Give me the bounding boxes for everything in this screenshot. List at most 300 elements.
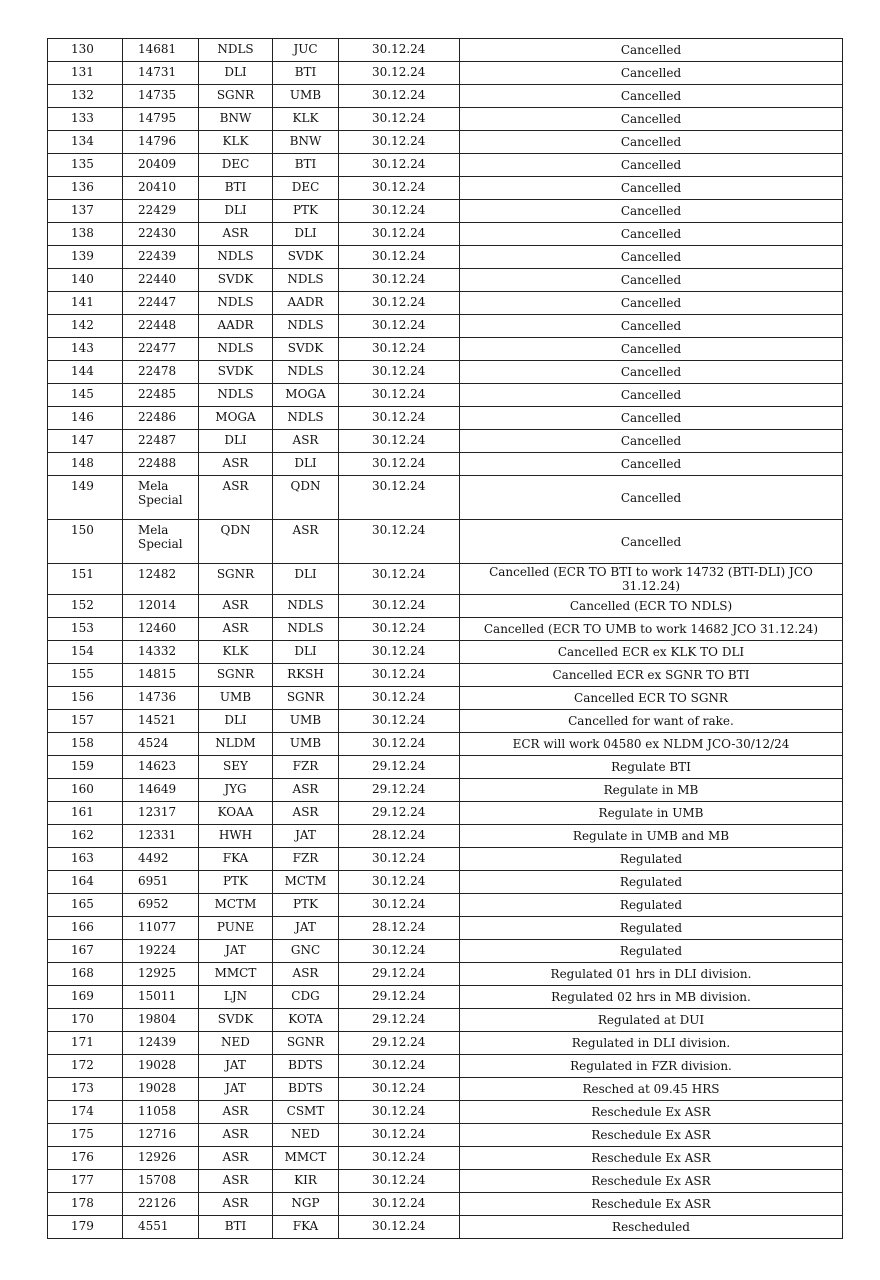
remarks-cell: Reschedule Ex ASR	[460, 1123, 843, 1146]
from-station-cell: PTK	[199, 870, 273, 893]
serial-number-cell: 136	[48, 177, 123, 200]
date-cell: 30.12.24	[339, 686, 460, 709]
date-cell: 30.12.24	[339, 1169, 460, 1192]
table-row	[48, 709, 843, 732]
train-number-cell: 12460	[123, 617, 199, 640]
to-station-cell: DLI	[273, 564, 339, 595]
to-station-cell: JAT	[273, 916, 339, 939]
from-station-cell: NDLS	[199, 246, 273, 269]
serial-number-cell: 150	[48, 520, 123, 564]
train-number-cell: 22478	[123, 361, 199, 384]
serial-number-cell: 169	[48, 985, 123, 1008]
date-cell: 30.12.24	[339, 85, 460, 108]
train-number-cell: 4492	[123, 847, 199, 870]
train-number-cell: 20409	[123, 154, 199, 177]
train-number-cell: 19028	[123, 1054, 199, 1077]
table-row	[48, 870, 843, 893]
from-station-cell: SVDK	[199, 1008, 273, 1031]
remarks-cell: Cancelled	[460, 62, 843, 85]
from-station-cell: BTI	[199, 1215, 273, 1238]
serial-number-cell: 161	[48, 801, 123, 824]
train-number-cell: 12331	[123, 824, 199, 847]
from-station-cell: JAT	[199, 1054, 273, 1077]
date-cell: 30.12.24	[339, 847, 460, 870]
train-number-cell: 22429	[123, 200, 199, 223]
from-station-cell: DLI	[199, 200, 273, 223]
remarks-cell: Cancelled (ECR TO UMB to work 14682 JCO 31.12.24)	[460, 617, 843, 640]
remarks-cell: Cancelled	[460, 361, 843, 384]
to-station-cell: ASR	[273, 430, 339, 453]
serial-number-cell: 147	[48, 430, 123, 453]
table-row	[48, 361, 843, 384]
remarks-cell: Cancelled	[460, 177, 843, 200]
date-cell: 30.12.24	[339, 108, 460, 131]
to-station-cell: NDLS	[273, 315, 339, 338]
from-station-cell: DLI	[199, 62, 273, 85]
table-row	[48, 1008, 843, 1031]
remarks-cell: Reschedule Ex ASR	[460, 1192, 843, 1215]
remarks-cell: Regulated	[460, 893, 843, 916]
train-number-cell: Mela Special	[123, 520, 199, 564]
date-cell: 30.12.24	[339, 520, 460, 564]
train-number-cell: 14795	[123, 108, 199, 131]
serial-number-cell: 158	[48, 732, 123, 755]
table-row	[48, 732, 843, 755]
train-number-cell: 14623	[123, 755, 199, 778]
remarks-cell: Reschedule Ex ASR	[460, 1100, 843, 1123]
remarks-cell: Regulate in MB	[460, 778, 843, 801]
table-row	[48, 847, 843, 870]
date-cell: 30.12.24	[339, 200, 460, 223]
serial-number-cell: 140	[48, 269, 123, 292]
serial-number-cell: 149	[48, 476, 123, 520]
remarks-cell: Cancelled	[460, 384, 843, 407]
serial-number-cell: 134	[48, 131, 123, 154]
table-row	[48, 520, 843, 564]
table-body	[48, 39, 843, 1239]
serial-number-cell: 142	[48, 315, 123, 338]
remarks-cell: Resched at 09.45 HRS	[460, 1077, 843, 1100]
to-station-cell: NDLS	[273, 269, 339, 292]
table-row	[48, 916, 843, 939]
from-station-cell: KOAA	[199, 801, 273, 824]
to-station-cell: ASR	[273, 520, 339, 564]
from-station-cell: UMB	[199, 686, 273, 709]
serial-number-cell: 155	[48, 663, 123, 686]
to-station-cell: DLI	[273, 640, 339, 663]
table-row	[48, 594, 843, 617]
from-station-cell: JAT	[199, 1077, 273, 1100]
to-station-cell: FZR	[273, 755, 339, 778]
serial-number-cell: 162	[48, 824, 123, 847]
train-number-cell: 22430	[123, 223, 199, 246]
train-number-cell: 14649	[123, 778, 199, 801]
serial-number-cell: 167	[48, 939, 123, 962]
remarks-cell: Regulated 01 hrs in DLI division.	[460, 962, 843, 985]
to-station-cell: MOGA	[273, 384, 339, 407]
remarks-cell: Reschedule Ex ASR	[460, 1146, 843, 1169]
to-station-cell: ASR	[273, 801, 339, 824]
to-station-cell: SVDK	[273, 246, 339, 269]
from-station-cell: ASR	[199, 1146, 273, 1169]
train-number-cell: 22477	[123, 338, 199, 361]
table-row	[48, 755, 843, 778]
from-station-cell: AADR	[199, 315, 273, 338]
from-station-cell: KLK	[199, 640, 273, 663]
table-row	[48, 384, 843, 407]
train-number-cell: 11058	[123, 1100, 199, 1123]
train-number-cell: 19804	[123, 1008, 199, 1031]
train-number-cell: 12716	[123, 1123, 199, 1146]
to-station-cell: ASR	[273, 778, 339, 801]
serial-number-cell: 160	[48, 778, 123, 801]
train-number-cell: 22448	[123, 315, 199, 338]
train-number-cell: 14521	[123, 709, 199, 732]
serial-number-cell: 151	[48, 564, 123, 595]
from-station-cell: PUNE	[199, 916, 273, 939]
remarks-cell: Cancelled	[460, 269, 843, 292]
table-row	[48, 1146, 843, 1169]
remarks-cell: Cancelled (ECR TO BTI to work 14732 (BTI-DLI) JCO 31.12.24)	[460, 564, 843, 595]
table-row	[48, 1123, 843, 1146]
from-station-cell: HWH	[199, 824, 273, 847]
table-row	[48, 108, 843, 131]
train-number-cell: 12317	[123, 801, 199, 824]
train-number-cell: 15708	[123, 1169, 199, 1192]
from-station-cell: MCTM	[199, 893, 273, 916]
remarks-cell: Cancelled ECR ex SGNR TO BTI	[460, 663, 843, 686]
date-cell: 29.12.24	[339, 801, 460, 824]
date-cell: 30.12.24	[339, 131, 460, 154]
train-number-cell: 19028	[123, 1077, 199, 1100]
date-cell: 30.12.24	[339, 939, 460, 962]
train-number-cell: 14731	[123, 62, 199, 85]
to-station-cell: SGNR	[273, 1031, 339, 1054]
serial-number-cell: 146	[48, 407, 123, 430]
to-station-cell: JAT	[273, 824, 339, 847]
from-station-cell: SVDK	[199, 361, 273, 384]
serial-number-cell: 173	[48, 1077, 123, 1100]
remarks-cell: Cancelled (ECR TO NDLS)	[460, 594, 843, 617]
date-cell: 30.12.24	[339, 338, 460, 361]
remarks-cell: Reschedule Ex ASR	[460, 1169, 843, 1192]
date-cell: 30.12.24	[339, 430, 460, 453]
from-station-cell: JAT	[199, 939, 273, 962]
date-cell: 30.12.24	[339, 1146, 460, 1169]
date-cell: 30.12.24	[339, 709, 460, 732]
from-station-cell: ASR	[199, 1100, 273, 1123]
train-number-cell: 6952	[123, 893, 199, 916]
serial-number-cell: 164	[48, 870, 123, 893]
train-number-cell: 19224	[123, 939, 199, 962]
from-station-cell: ASR	[199, 617, 273, 640]
remarks-cell: Cancelled	[460, 85, 843, 108]
table-row	[48, 1054, 843, 1077]
remarks-cell: Regulated in FZR division.	[460, 1054, 843, 1077]
train-number-cell: 22447	[123, 292, 199, 315]
serial-number-cell: 141	[48, 292, 123, 315]
table-row	[48, 223, 843, 246]
to-station-cell: NDLS	[273, 617, 339, 640]
date-cell: 30.12.24	[339, 594, 460, 617]
serial-number-cell: 137	[48, 200, 123, 223]
table-row	[48, 801, 843, 824]
date-cell: 30.12.24	[339, 640, 460, 663]
serial-number-cell: 175	[48, 1123, 123, 1146]
table-row	[48, 778, 843, 801]
from-station-cell: NDLS	[199, 338, 273, 361]
serial-number-cell: 172	[48, 1054, 123, 1077]
to-station-cell: NDLS	[273, 407, 339, 430]
from-station-cell: ASR	[199, 453, 273, 476]
to-station-cell: PTK	[273, 200, 339, 223]
train-number-cell: 22439	[123, 246, 199, 269]
train-number-cell: 6951	[123, 870, 199, 893]
to-station-cell: MMCT	[273, 1146, 339, 1169]
serial-number-cell: 171	[48, 1031, 123, 1054]
date-cell: 29.12.24	[339, 1008, 460, 1031]
train-number-cell: Mela Special	[123, 476, 199, 520]
serial-number-cell: 144	[48, 361, 123, 384]
date-cell: 29.12.24	[339, 1031, 460, 1054]
date-cell: 30.12.24	[339, 1215, 460, 1238]
from-station-cell: MOGA	[199, 407, 273, 430]
to-station-cell: KIR	[273, 1169, 339, 1192]
from-station-cell: JYG	[199, 778, 273, 801]
remarks-cell: Cancelled	[460, 520, 843, 564]
serial-number-cell: 157	[48, 709, 123, 732]
table-row	[48, 1192, 843, 1215]
to-station-cell: BDTS	[273, 1054, 339, 1077]
serial-number-cell: 133	[48, 108, 123, 131]
from-station-cell: MMCT	[199, 962, 273, 985]
date-cell: 30.12.24	[339, 617, 460, 640]
table-row	[48, 39, 843, 62]
date-cell: 30.12.24	[339, 1077, 460, 1100]
from-station-cell: ASR	[199, 223, 273, 246]
train-number-cell: 12482	[123, 564, 199, 595]
train-status-table	[47, 38, 843, 1239]
serial-number-cell: 159	[48, 755, 123, 778]
serial-number-cell: 178	[48, 1192, 123, 1215]
remarks-cell: Regulated at DUI	[460, 1008, 843, 1031]
date-cell: 30.12.24	[339, 315, 460, 338]
serial-number-cell: 170	[48, 1008, 123, 1031]
serial-number-cell: 166	[48, 916, 123, 939]
from-station-cell: SVDK	[199, 269, 273, 292]
train-number-cell: 14815	[123, 663, 199, 686]
table-row	[48, 177, 843, 200]
date-cell: 30.12.24	[339, 384, 460, 407]
date-cell: 30.12.24	[339, 893, 460, 916]
remarks-cell: Cancelled	[460, 223, 843, 246]
date-cell: 30.12.24	[339, 453, 460, 476]
remarks-cell: Regulated	[460, 847, 843, 870]
serial-number-cell: 143	[48, 338, 123, 361]
date-cell: 30.12.24	[339, 223, 460, 246]
table-row	[48, 1100, 843, 1123]
date-cell: 30.12.24	[339, 1100, 460, 1123]
table-row	[48, 985, 843, 1008]
from-station-cell: BNW	[199, 108, 273, 131]
table-row	[48, 686, 843, 709]
train-number-cell: 22126	[123, 1192, 199, 1215]
train-number-cell: 14796	[123, 131, 199, 154]
serial-number-cell: 179	[48, 1215, 123, 1238]
remarks-cell: Cancelled	[460, 407, 843, 430]
date-cell: 30.12.24	[339, 154, 460, 177]
table-row	[48, 1031, 843, 1054]
serial-number-cell: 130	[48, 39, 123, 62]
from-station-cell: KLK	[199, 131, 273, 154]
table-row	[48, 246, 843, 269]
table-row	[48, 564, 843, 595]
from-station-cell: SEY	[199, 755, 273, 778]
date-cell: 30.12.24	[339, 292, 460, 315]
to-station-cell: UMB	[273, 732, 339, 755]
train-number-cell: 20410	[123, 177, 199, 200]
remarks-cell: Cancelled	[460, 338, 843, 361]
table-row	[48, 617, 843, 640]
table-row	[48, 1077, 843, 1100]
to-station-cell: PTK	[273, 893, 339, 916]
date-cell: 30.12.24	[339, 564, 460, 595]
serial-number-cell: 139	[48, 246, 123, 269]
table-row	[48, 893, 843, 916]
remarks-cell: Regulate BTI	[460, 755, 843, 778]
train-number-cell: 4524	[123, 732, 199, 755]
remarks-cell: Cancelled ECR TO SGNR	[460, 686, 843, 709]
train-number-cell: 12925	[123, 962, 199, 985]
table-row	[48, 292, 843, 315]
date-cell: 29.12.24	[339, 755, 460, 778]
from-station-cell: SGNR	[199, 85, 273, 108]
to-station-cell: UMB	[273, 85, 339, 108]
remarks-cell: Rescheduled	[460, 1215, 843, 1238]
to-station-cell: BNW	[273, 131, 339, 154]
serial-number-cell: 168	[48, 962, 123, 985]
to-station-cell: DLI	[273, 453, 339, 476]
train-number-cell: 22486	[123, 407, 199, 430]
date-cell: 30.12.24	[339, 407, 460, 430]
serial-number-cell: 145	[48, 384, 123, 407]
to-station-cell: ASR	[273, 962, 339, 985]
table-row	[48, 154, 843, 177]
serial-number-cell: 176	[48, 1146, 123, 1169]
date-cell: 30.12.24	[339, 361, 460, 384]
remarks-cell: Cancelled	[460, 131, 843, 154]
from-station-cell: SGNR	[199, 564, 273, 595]
train-number-cell: 14681	[123, 39, 199, 62]
serial-number-cell: 156	[48, 686, 123, 709]
train-number-cell: 22440	[123, 269, 199, 292]
date-cell: 30.12.24	[339, 1192, 460, 1215]
date-cell: 30.12.24	[339, 870, 460, 893]
serial-number-cell: 138	[48, 223, 123, 246]
table-row	[48, 430, 843, 453]
to-station-cell: NDLS	[273, 594, 339, 617]
table-row	[48, 85, 843, 108]
to-station-cell: BTI	[273, 62, 339, 85]
from-station-cell: DLI	[199, 430, 273, 453]
remarks-cell: Cancelled for want of rake.	[460, 709, 843, 732]
from-station-cell: NLDM	[199, 732, 273, 755]
to-station-cell: CSMT	[273, 1100, 339, 1123]
date-cell: 30.12.24	[339, 177, 460, 200]
remarks-cell: Cancelled	[460, 430, 843, 453]
from-station-cell: FKA	[199, 847, 273, 870]
to-station-cell: KOTA	[273, 1008, 339, 1031]
serial-number-cell: 165	[48, 893, 123, 916]
date-cell: 28.12.24	[339, 824, 460, 847]
train-number-cell: 22488	[123, 453, 199, 476]
from-station-cell: QDN	[199, 520, 273, 564]
table-row	[48, 962, 843, 985]
table-row	[48, 663, 843, 686]
serial-number-cell: 163	[48, 847, 123, 870]
from-station-cell: ASR	[199, 1169, 273, 1192]
remarks-cell: Cancelled	[460, 292, 843, 315]
from-station-cell: NDLS	[199, 39, 273, 62]
remarks-cell: Cancelled	[460, 39, 843, 62]
to-station-cell: AADR	[273, 292, 339, 315]
date-cell: 30.12.24	[339, 663, 460, 686]
train-number-cell: 15011	[123, 985, 199, 1008]
date-cell: 30.12.24	[339, 476, 460, 520]
date-cell: 30.12.24	[339, 39, 460, 62]
table-row	[48, 1215, 843, 1238]
to-station-cell: JUC	[273, 39, 339, 62]
to-station-cell: NDLS	[273, 361, 339, 384]
table-row	[48, 824, 843, 847]
to-station-cell: KLK	[273, 108, 339, 131]
date-cell: 30.12.24	[339, 1054, 460, 1077]
from-station-cell: DLI	[199, 709, 273, 732]
table-row	[48, 338, 843, 361]
to-station-cell: MCTM	[273, 870, 339, 893]
table-row	[48, 407, 843, 430]
from-station-cell: SGNR	[199, 663, 273, 686]
to-station-cell: RKSH	[273, 663, 339, 686]
table-row	[48, 131, 843, 154]
remarks-cell: Regulated in DLI division.	[460, 1031, 843, 1054]
from-station-cell: ASR	[199, 476, 273, 520]
date-cell: 30.12.24	[339, 62, 460, 85]
from-station-cell: LJN	[199, 985, 273, 1008]
from-station-cell: ASR	[199, 1192, 273, 1215]
from-station-cell: BTI	[199, 177, 273, 200]
table-row	[48, 315, 843, 338]
serial-number-cell: 132	[48, 85, 123, 108]
remarks-cell: Cancelled	[460, 453, 843, 476]
to-station-cell: SVDK	[273, 338, 339, 361]
table-row	[48, 62, 843, 85]
serial-number-cell: 135	[48, 154, 123, 177]
serial-number-cell: 131	[48, 62, 123, 85]
to-station-cell: NGP	[273, 1192, 339, 1215]
date-cell: 30.12.24	[339, 1123, 460, 1146]
train-number-cell: 14332	[123, 640, 199, 663]
date-cell: 30.12.24	[339, 269, 460, 292]
from-station-cell: NDLS	[199, 384, 273, 407]
remarks-cell: Cancelled	[460, 246, 843, 269]
remarks-cell: Cancelled ECR ex KLK TO DLI	[460, 640, 843, 663]
serial-number-cell: 174	[48, 1100, 123, 1123]
remarks-cell: Regulated 02 hrs in MB division.	[460, 985, 843, 1008]
remarks-cell: Cancelled	[460, 154, 843, 177]
to-station-cell: GNC	[273, 939, 339, 962]
remarks-cell: Cancelled	[460, 476, 843, 520]
